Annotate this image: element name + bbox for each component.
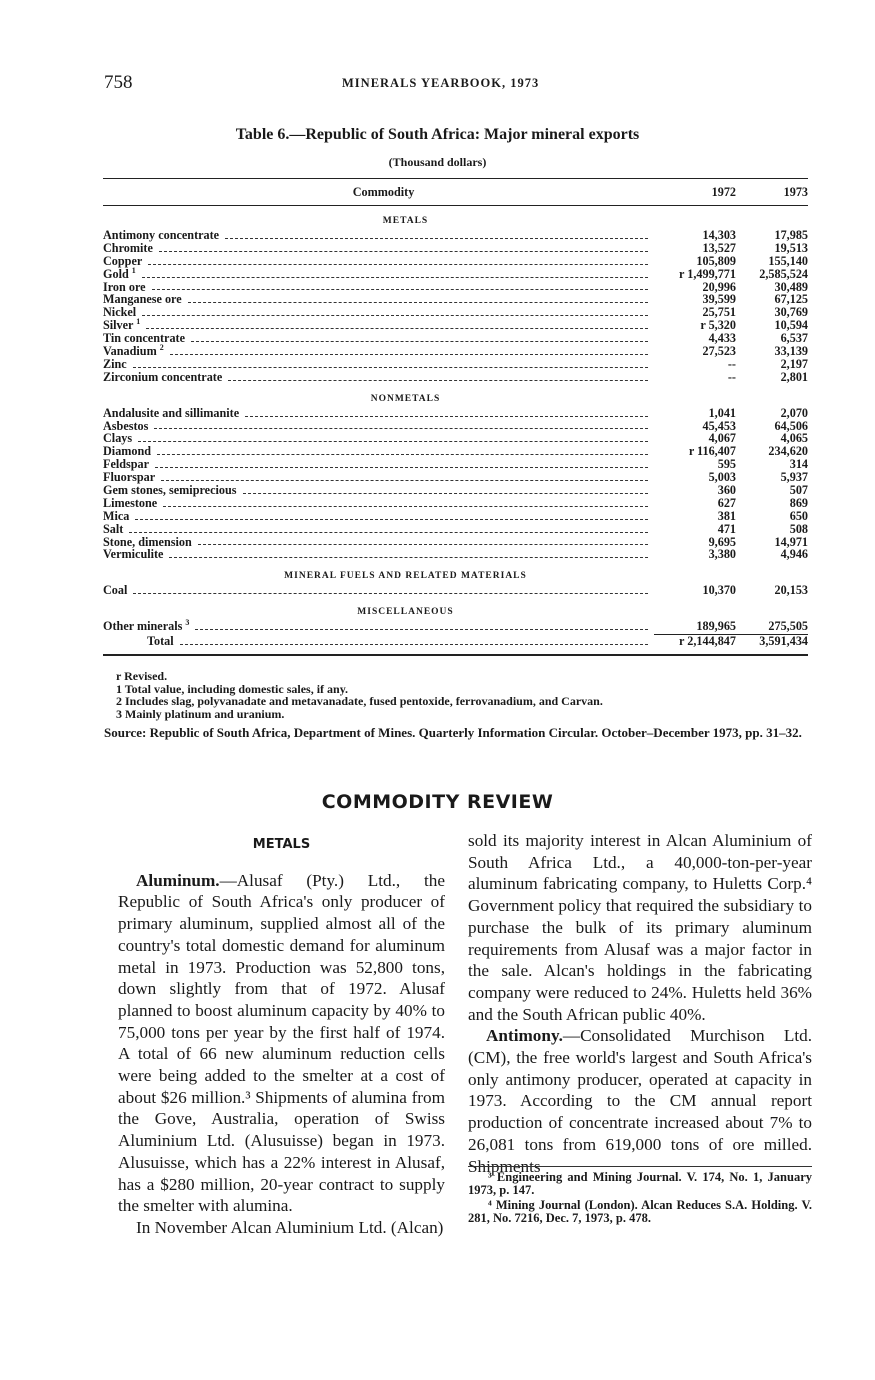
col-1972: 1972	[711, 185, 736, 199]
value-1972: 4,067	[708, 431, 736, 446]
table-bottom-rule	[103, 654, 808, 656]
col-commodity: Commodity	[352, 185, 415, 199]
table-row	[103, 242, 808, 255]
col-1973: 1973	[783, 185, 808, 199]
table-row	[103, 510, 808, 523]
value-1973: 67,125	[774, 292, 808, 307]
value-1972: 4,433	[708, 331, 736, 346]
footnotes	[468, 1166, 812, 1227]
table-row-total	[103, 635, 808, 648]
row-label: Limestone	[103, 495, 158, 510]
value-1973: 3,591,434	[736, 634, 808, 648]
table-unit: (Thousand dollars)	[388, 155, 487, 169]
row-label: Other minerals	[103, 619, 183, 634]
row-name	[103, 265, 136, 281]
dot-leader	[228, 380, 648, 381]
table-header	[103, 178, 808, 206]
paragraph-continued: sold its majority interest in Alcan Aluminium of South Africa Ltd., a 40,000-ton-per-year aluminum fabricating company, to Huletts Corp.⁴ Government policy that required the subsidiary to purchase the bulk of its primary aluminum requirements from Alusaf was a major factor in the sale. Alcan's holdings in the fabricating company were reduced to 24%. Huletts held 36% and the South African public 40%.	[468, 831, 812, 1024]
row-label: Manganese ore	[103, 292, 182, 307]
row-name	[103, 548, 163, 561]
value-1972: 3,380	[708, 547, 736, 562]
value-1973: 10,594	[774, 318, 808, 333]
dot-leader	[133, 593, 648, 594]
row-label: Vanadium	[103, 344, 157, 358]
exports-table	[103, 178, 808, 656]
table-row	[103, 584, 808, 597]
dot-leader	[225, 238, 648, 239]
row-label: Copper	[103, 253, 143, 268]
dot-leader	[146, 328, 648, 329]
table-row	[103, 620, 808, 633]
dot-leader	[163, 506, 648, 507]
paragraph	[118, 870, 445, 1217]
table-row	[103, 523, 808, 536]
dot-leader	[142, 315, 648, 316]
note: 1 Total value, including domestic sales, if any.	[116, 681, 349, 696]
row-name	[103, 371, 222, 384]
dot-leader	[191, 341, 648, 342]
row-label: Feldspar	[103, 457, 150, 472]
row-label: Salt	[103, 521, 124, 536]
row-label: Gold	[103, 266, 129, 281]
row-label: Silver	[103, 318, 134, 333]
table-row	[103, 536, 808, 549]
value-1972: 9,695	[708, 534, 736, 549]
dot-leader	[133, 367, 648, 368]
value-1973: 20,153	[774, 583, 808, 598]
value-1972: 39,599	[702, 292, 736, 307]
row-label: Asbestos	[103, 418, 149, 433]
dot-leader	[159, 251, 648, 252]
footnote-ref: 1	[136, 317, 141, 327]
dot-leader	[152, 289, 648, 290]
row-label: Zinc	[103, 356, 127, 371]
value-1972: r 5,320	[700, 318, 736, 333]
table-row	[103, 229, 808, 242]
row-name: Total	[147, 634, 174, 649]
table-row	[103, 497, 808, 510]
dot-leader	[170, 354, 648, 355]
value-1973: 5,937	[780, 470, 808, 485]
text-column-left	[118, 830, 445, 1239]
value-1972: 627	[717, 495, 736, 510]
value-1973: 19,513	[774, 240, 808, 255]
value-1972: r 1,499,771	[679, 266, 736, 281]
section-heading: COMMODITY REVIEW	[321, 791, 554, 813]
row-label: Gem stones, semiprecious	[103, 483, 237, 498]
paragraph-text: —Consolidated Murchison Ltd. (CM), the free world's largest and South Africa's only antimony producer, operated at capacity in 1973. According to the CM annual report production of concentrate increased about 7% to 26,081 tons from 619,000 tons of ore milled. Shipments	[468, 1026, 812, 1176]
row-label: Iron ore	[103, 279, 146, 294]
dot-leader	[129, 532, 648, 533]
value-1972: r 116,407	[688, 444, 736, 459]
section-header: MINERAL FUELS AND RELATED MATERIALS	[284, 571, 527, 582]
value-1972: 189,965	[696, 619, 736, 634]
value-1972: 595	[717, 457, 736, 472]
table-row	[103, 319, 808, 332]
table-source: Source: Republic of South Africa, Department of Mines. Quarterly Information Circular. October–December 1973, pp. 31–32.	[104, 725, 802, 740]
dot-leader	[195, 629, 648, 630]
value-1973: 2,070	[780, 405, 808, 420]
paragraph	[468, 1025, 812, 1177]
table-notes	[116, 670, 603, 720]
section-header: NONMETALS	[370, 393, 441, 404]
value-1973: 2,585,524	[759, 266, 808, 281]
value-1972: 1,041	[708, 405, 736, 420]
row-label: Antimony concentrate	[103, 227, 220, 242]
row-label: Mica	[103, 508, 130, 523]
text-column-right	[468, 830, 812, 1177]
note: r Revised.	[116, 669, 168, 683]
value-1973: 17,985	[774, 227, 808, 242]
footnote-ref: 2	[159, 342, 164, 352]
row-label: Nickel	[103, 305, 137, 320]
page-number: 758	[104, 72, 133, 93]
table-row	[103, 407, 808, 420]
lead-in: Aluminum.	[136, 870, 220, 890]
dot-leader	[188, 302, 648, 303]
dot-leader	[169, 557, 648, 558]
subheading: METALS	[252, 837, 311, 852]
value-1973: 508	[789, 521, 808, 536]
value-1972: 471	[717, 521, 736, 536]
value-1972: 14,303	[702, 227, 736, 242]
dot-leader	[245, 416, 648, 417]
paragraph-text: —Alusaf (Pty.) Ltd., the Republic of South Africa's only producer of primary aluminum, supplied almost all of the country's total domestic demand for aluminum metal in 1973. Production was 52,800 tons, down slightly from that of 1972. Alusaf planned to boost aluminum capacity by 40% to 75,000 tons per year by the first half of 1974. A total of 66 new aluminum reduction cells were being added to the smelter at a cost of about $26 million.³ Shipments of alumina from the Gove, Australia, operation of Swiss Aluminium Ltd. (Alusuisse) began in 1973. Alusuisse, which has a 22% interest in Alusaf, has a $280 million, 20-year contract to supply the smelter with alumina.	[118, 870, 445, 1216]
table-row	[103, 255, 808, 268]
row-label: Tin concentrate	[103, 331, 186, 346]
table-row	[103, 445, 808, 458]
value-1973: 869	[789, 495, 808, 510]
footnote: ⁴ Mining Journal (London). Alcan Reduces S.A. Holding. V. 281, No. 7216, Dec. 7, 1973, p. 478.	[468, 1198, 812, 1225]
value-1972: 45,453	[702, 418, 736, 433]
value-1972: r 2,144,847	[654, 634, 736, 648]
value-1973: 275,505	[768, 619, 808, 634]
row-label: Stone, dimension	[103, 534, 192, 549]
row-label: Coal	[103, 583, 128, 598]
table-row	[103, 265, 808, 281]
row-label: Fluorspar	[103, 470, 156, 485]
row-name	[103, 342, 164, 358]
table-row	[103, 548, 808, 561]
row-label: Andalusite and sillimanite	[103, 405, 240, 420]
value-1973: 14,971	[774, 534, 808, 549]
value-1972: 27,523	[702, 344, 736, 358]
value-1973: 2,801	[780, 369, 808, 384]
table-row	[103, 342, 808, 358]
table-row	[103, 458, 808, 471]
running-head: MINERALS YEARBOOK, 1973	[342, 76, 540, 90]
value-1973: 30,489	[774, 279, 808, 294]
value-1973: 234,620	[768, 444, 808, 459]
row-label: Vermiculite	[103, 547, 164, 562]
value-1972: --	[727, 356, 736, 371]
value-1972: 381	[717, 508, 736, 523]
value-1973: 2,197	[780, 356, 808, 371]
value-1973: 33,139	[774, 344, 808, 358]
row-label: Clays	[103, 431, 133, 446]
section-header: MISCELLANEOUS	[357, 607, 454, 618]
value-1973: 30,769	[774, 305, 808, 320]
row-name	[103, 584, 127, 597]
note: 2 Includes slag, polyvanadate and metavanadate, fused pentoxide, ferrovanadium, and Carvan.	[116, 694, 603, 708]
value-1973: 314	[789, 457, 808, 472]
note: 3 Mainly platinum and uranium.	[116, 706, 285, 721]
value-1973: 155,140	[768, 253, 808, 268]
table-row	[103, 420, 808, 433]
dot-leader	[135, 519, 648, 520]
dot-leader	[148, 264, 648, 265]
row-name	[103, 617, 189, 633]
table-title: Table 6.—Republic of South Africa: Major mineral exports	[235, 126, 640, 143]
value-1972: 105,809	[696, 253, 736, 268]
dot-leader	[138, 441, 648, 442]
row-label: Diamond	[103, 444, 152, 459]
dot-leader	[180, 644, 648, 645]
value-1972: 360	[717, 483, 736, 498]
value-1972: 20,996	[702, 279, 736, 294]
dot-leader	[154, 428, 648, 429]
value-1973: 64,506	[774, 418, 808, 433]
table-row	[103, 484, 808, 497]
row-label: Chromite	[103, 240, 153, 255]
value-1973: 6,537	[780, 331, 808, 346]
value-1972: --	[727, 369, 736, 384]
value-1972: 25,751	[702, 305, 736, 320]
value-1973: 650	[789, 508, 808, 523]
table-row	[103, 371, 808, 384]
row-label: Zirconium concentrate	[103, 369, 223, 384]
dot-leader	[157, 454, 648, 455]
dot-leader	[155, 467, 648, 468]
footnote: ³ Engineering and Mining Journal. V. 174, No. 1, January 1973, p. 147.	[468, 1170, 812, 1197]
lead-in: Antimony.	[486, 1026, 563, 1046]
paragraph: In November Alcan Aluminium Ltd. (Alcan)	[136, 1217, 444, 1237]
dot-leader	[243, 493, 649, 494]
row-name	[103, 316, 140, 332]
value-1973: 4,065	[780, 431, 808, 446]
footnote-ref: 3	[185, 618, 190, 628]
value-1973: 507	[789, 483, 808, 498]
value-1972: 5,003	[708, 470, 736, 485]
section-header: METALS	[382, 216, 429, 226]
dot-leader	[142, 277, 648, 278]
footnote-ref: 1	[131, 265, 136, 275]
dot-leader	[161, 480, 648, 481]
value-1972: 13,527	[702, 240, 736, 255]
value-1973: 4,946	[780, 547, 808, 562]
value-1972: 10,370	[702, 583, 736, 598]
dot-leader	[198, 544, 648, 545]
